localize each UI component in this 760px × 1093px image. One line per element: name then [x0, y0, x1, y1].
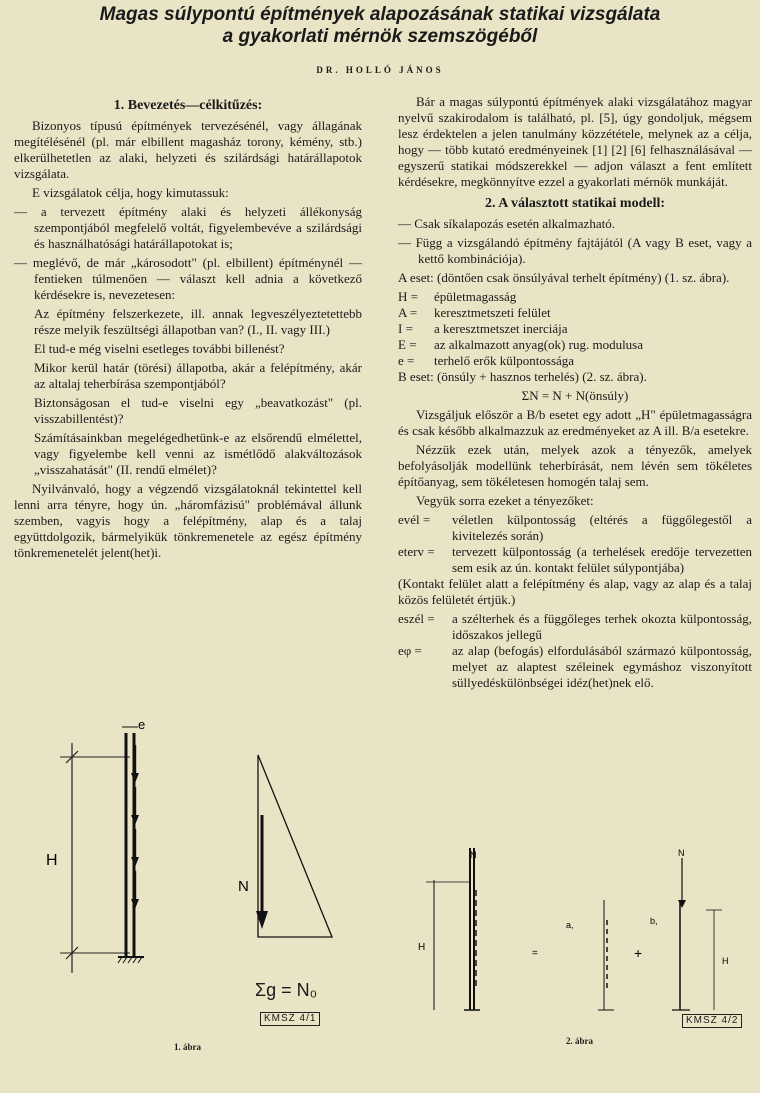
- factor-row: eterv = tervezett külpontosság (a terhelések eredője tervezetten sem esik az ún. kontakt felület súlypontjába): [398, 544, 752, 575]
- definition-row: A = keresztmetszeti felület: [398, 305, 551, 320]
- kmsz-stamp: KMSZ 4/1: [260, 1012, 320, 1026]
- left-column: [14, 92, 362, 564]
- right-column: [398, 94, 752, 691]
- figure-2-diagram: [410, 840, 755, 1040]
- question: Biztonságosan el tud-e viselni egy „beavatkozást" (pl. visszabillentést)?: [34, 395, 362, 426]
- case-a-label: a,: [566, 920, 574, 930]
- eccentricity-label: e: [138, 717, 146, 732]
- question: Az építmény felszerkezete, ill. annak legveszélyeztetettebb része melyik feszültségi állapotban van? (I., II. vagy III.): [34, 306, 362, 337]
- title-line-1: Magas súlypontú építmények alapozásának statikai vizsgálata: [99, 4, 661, 25]
- normal-force-label: N: [238, 878, 249, 895]
- definition-row: E = az alkalmazott anyag(ok) rug. modulusa: [398, 337, 644, 352]
- article-title: [0, 4, 760, 48]
- formula: ΣN = N + N(önsúly): [521, 388, 629, 403]
- figure-1-caption: 1. ábra: [174, 1042, 201, 1052]
- paragraph: Bizonyos típusú építmények tervezésénél, vagy állagának megítélésénél (pl. már elbillent magasház torony, kémény, stb.) elkerülhetetlen az alaki, helyzeti és szilárdsági határállapotok vizsgálata.: [14, 118, 362, 181]
- force-label: N: [678, 848, 685, 858]
- definition-row: I = a keresztmetszet inerciája: [398, 321, 568, 336]
- figure-2-caption: 2. ábra: [566, 1036, 593, 1046]
- question: Számításainkban megelégedhetünk-e az elsőrendű elmélettel, vagy figyelembe kell venni az ismétlődő alakváltozások „visszahatását" (II. rendű elmélet)?: [34, 430, 362, 477]
- height-label: H: [722, 956, 729, 966]
- model-item: — Függ a vizsgálandó építmény fajtájától (A vagy B eset, vagy a kettő kombinációja).: [398, 235, 752, 266]
- model-item: — Csak síkalapozás esetén alkalmazható.: [398, 216, 615, 231]
- bullet-item: — meglévő, de már „károsodott" (pl. elbillent) építménynél — fentieken túlmenően — választ kell adnia a következő kérdésekre is, nevezetesen:: [14, 255, 362, 302]
- factor-row: eφ = az alap (befogás) elfordulásából származó külpontosság, melyet az alaptest széleinek egymáshoz viszonyított süllyedéskülönbségei idéz(het)nek elő.: [398, 643, 752, 690]
- bullet-item: — a tervezett építmény alaki és helyzeti állékonyság szempontjából megfelelő voltát, figyelembevéve a szilárdsági és használhatósági határállapotokat is;: [14, 204, 362, 251]
- title-line-2: a gyakorlati mérnök szemszögéből: [222, 26, 538, 47]
- paragraph: Vegyük sorra ezeket a tényezőket:: [416, 493, 594, 508]
- paragraph: Nyilvánvaló, hogy a végzendő vizsgálatoknál tekintettel kell lenni arra tényre, hogy ún. „háromfázisú" problémával állunk szemben, vagyis hogy a felépítmény, alap és a talaj együttdolgozik, bármelyikük tönkremenetele az egész építmény tönkremenetelét jelent(het)i.: [14, 481, 362, 560]
- sum-formula: Σg = N₀: [255, 980, 318, 1000]
- section-heading-2: 2. A választott statikai modell:: [484, 196, 666, 211]
- factor-row: eszél = a szélterhek és a függőleges terhek okozta külpontosság, időszakos jellegű: [398, 611, 752, 642]
- paragraph: Nézzük ezek után, melyek azok a tényezők, amelyek befolyásolják modellünk teherbírását, nem lévén sem tökéletes építőanyag, sem tökéletesen homogén talaj sem.: [398, 442, 752, 489]
- factor-row: evél = véletlen külpontosság (eltérés a függőlegestől a kivitelezés során): [398, 512, 752, 543]
- case-b-label: b,: [650, 916, 658, 926]
- definition-row: e = terhelő erők külpontossága: [398, 353, 575, 368]
- load-triangle: [258, 755, 332, 937]
- height-label: H: [418, 942, 426, 953]
- equals-sign: =: [532, 948, 538, 959]
- case-b: B eset: (önsúly + hasznos terhelés) (2. sz. ábra).: [398, 369, 647, 384]
- paragraph: (Kontakt felület alatt a felépítmény és alap, vagy az alap és a talaj közös felületét értjük.): [398, 576, 752, 607]
- plus-sign: +: [634, 945, 643, 961]
- paragraph: Vizsgáljuk először a B/b esetet egy adott „H" épületmagasságra és csak később alkalmazzuk az eredményeket az A ill. B/a esetekre.: [398, 407, 752, 438]
- kmsz-stamp: KMSZ 4/2: [682, 1014, 742, 1028]
- question: Mikor kerül határ (törési) állapotba, akár a felépítmény, akár az altalaj teherbírása szempontjából?: [34, 360, 362, 391]
- question: El tud-e még viselni esetleges további billenést?: [34, 341, 285, 356]
- section-heading-1: 1. Bevezetés—célkitűzés:: [113, 98, 263, 113]
- paragraph: E vizsgálatok célja, hogy kimutassuk:: [32, 185, 229, 200]
- author: DR. HOLLÓ JÁNOS: [316, 65, 444, 75]
- paragraph: Bár a magas súlypontú építmények alaki vizsgálatához magyar nyelvű szakirodalom is található, pl. [5], úgy gondoljuk, mégsem lesz érdektelen a jelen tanulmány közzététele, melynek az a célja, hogy — több kutató eredményeinek [1] [2] [6] felhasználásával — egyszerű statikai módszerekkel — adjon választ a fent említett kérdésekre, megkönnyítve ezzel a gyakorlati mérnök munkáját.: [398, 94, 752, 189]
- definition-row: H = épületmagasság: [398, 289, 517, 304]
- force-label: N: [470, 850, 477, 860]
- height-label: H: [46, 852, 58, 869]
- figure-1-diagram: [30, 715, 370, 1015]
- case-a: A eset: (döntően csak önsúlyával terhelt építmény) (1. sz. ábra).: [398, 270, 730, 285]
